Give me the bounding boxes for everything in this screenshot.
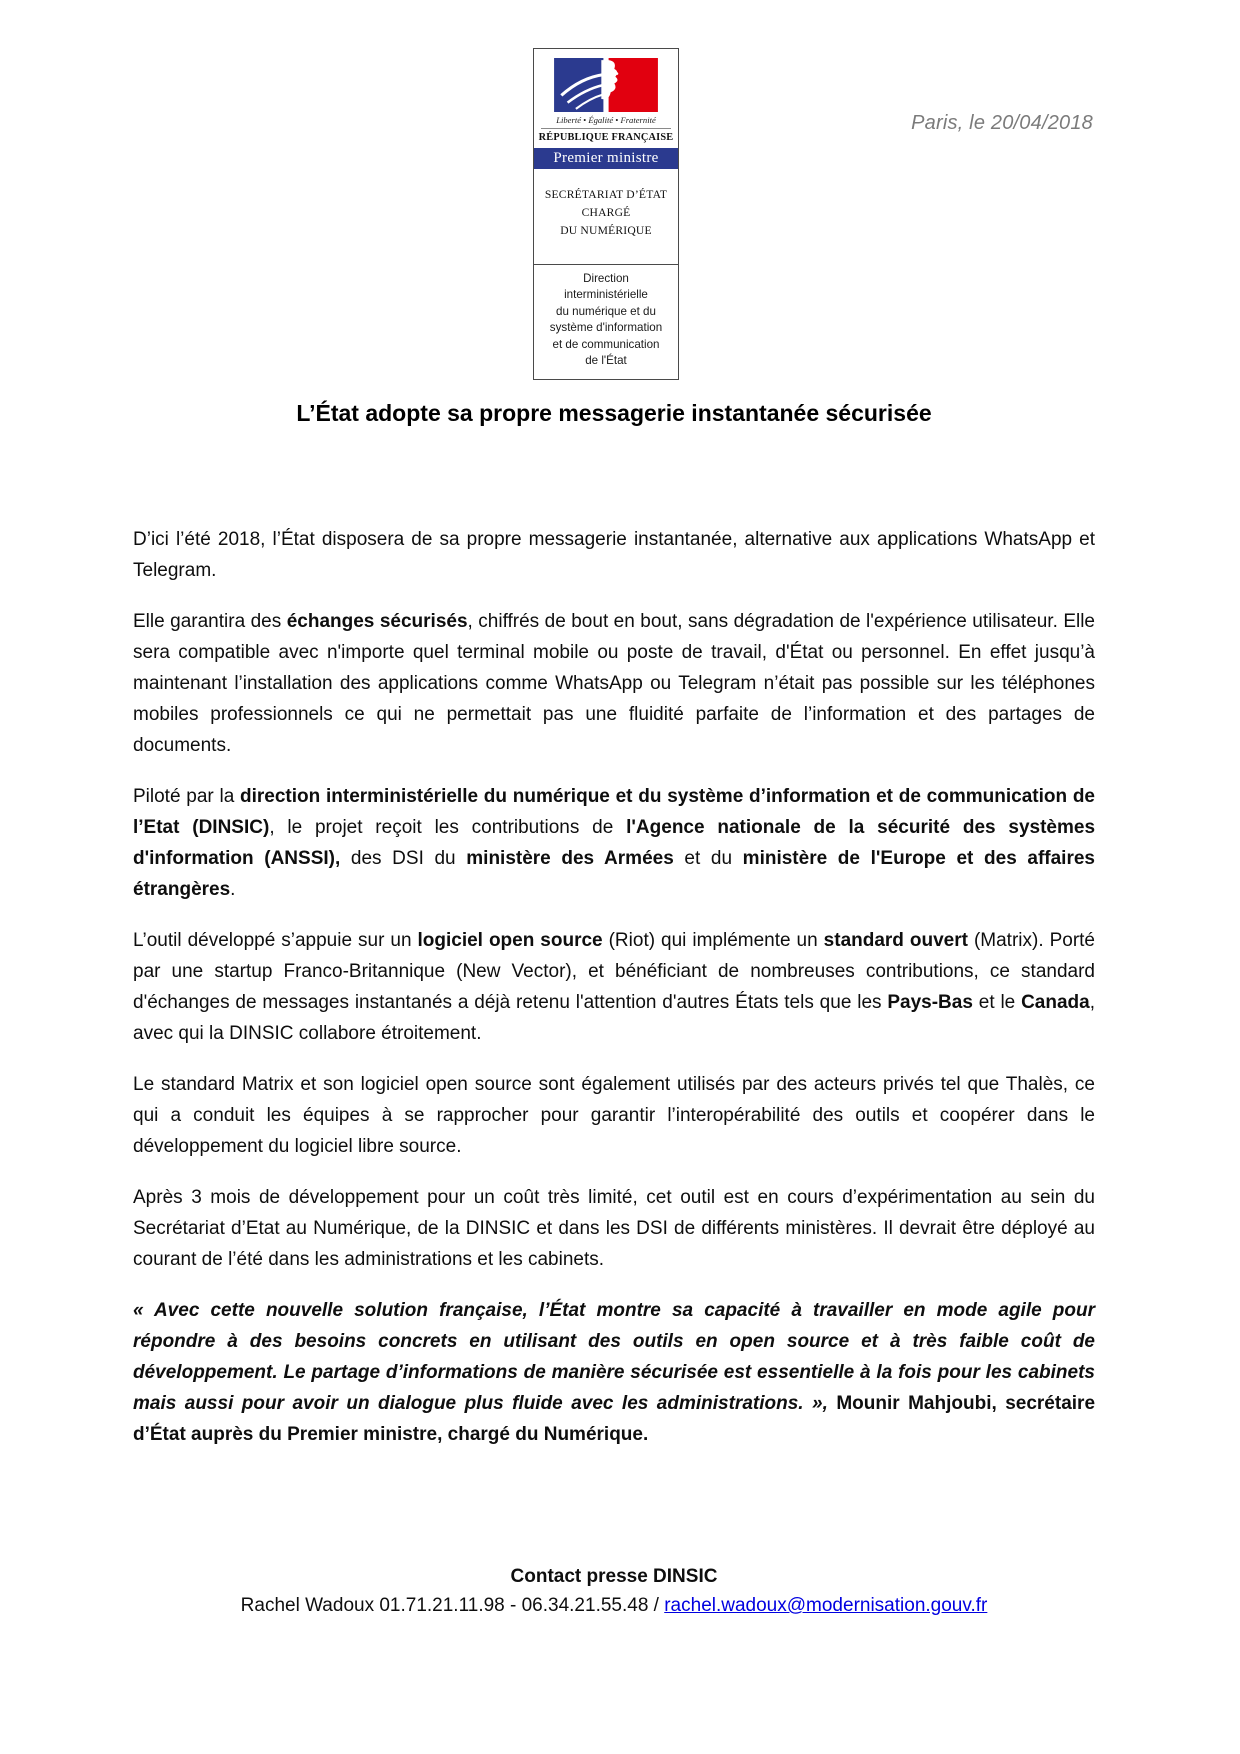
secretariat-line: CHARGÉ xyxy=(581,205,631,219)
direction-label xyxy=(534,264,678,379)
direction-line: et de communication xyxy=(552,337,660,351)
contact-line xyxy=(133,1595,1095,1617)
press-contact-footer xyxy=(133,1566,1095,1617)
paragraph-guarantees: Elle garantira des échanges sécurisés, chiffrés de bout en bout, sans dégradation de l'expérience utilisateur. Elle sera compatible avec n'importe quel terminal mobile ou poste de travail, d'État ou personnel. En effet jusqu’à maintenant l’installation des applications comme WhatsApp ou Telegram n’était pas possible sur les téléphones mobiles professionnels ce qui ne permettait pas une fluidité parfaite de l’information et des partages de documents. xyxy=(133,611,1095,756)
french-flag-marianne-icon xyxy=(554,58,658,112)
paragraph-intro: D’ici l’été 2018, l’État disposera de sa propre messagerie instantanée, alternative aux applications WhatsApp et Telegram. xyxy=(133,529,1095,581)
paragraph-open-source: L’outil développé s’appuie sur un logiciel open source (Riot) qui implémente un standard ouvert (Matrix). Porté par une startup Franco-Britannique (New Vector), et bénéficiant de nombreuses contributions, ce standard d'échanges de messages instantanés a déjà retenu l'attention d'autres États tels que les Pays-Bas et le Canada, avec qui la DINSIC collabore étroitement. xyxy=(133,930,1095,1044)
marianne-logo-section xyxy=(534,49,678,148)
direction-line: de l'État xyxy=(585,354,627,368)
secretariat-line: DU NUMÉRIQUE xyxy=(560,223,652,237)
paragraph-quote: « Avec cette nouvelle solution française, l’État montre sa capacité à travailler en mode agile pour répondre à des besoins concrets en utilisant des outils en open source et à très faible coût de développement. Le partage d’informations de manière sécurisée est essentielle à la fois pour les cabinets mais aussi pour avoir un dialogue plus fluide avec les administrations. », Mounir Mahjoubi, secrétaire d’État auprès du Premier ministre, chargé du Numérique. xyxy=(133,1300,1096,1445)
paragraph-matrix: Le standard Matrix et son logiciel open source sont également utilisés par des acteurs privés tel que Thalès, ce qui a conduit les équipes à se rapprocher pour garantir l’interopérabilité des outils et coopérer dans le développement du logiciel libre source. xyxy=(133,1074,1095,1157)
secretariat-line: SECRÉTARIAT D’ÉTAT xyxy=(544,188,668,201)
paragraph-pilotage: Piloté par la direction interministérielle du numérique et du système d’information et de communication de l’Etat (DINSIC), le projet reçoit les contributions de l'Agence nationale de la sécurité des systèmes d'information (ANSSI), des DSI du ministère des Armées et du ministère de l'Europe et des affaires étrangères. xyxy=(133,786,1096,900)
contact-info: Rachel Wadoux 01.71.21.11.98 - 06.34.21.55.48 / xyxy=(240,1595,665,1616)
premier-ministre-bar: Premier ministre xyxy=(534,148,678,169)
motto-text: Liberté • Égalité • Fraternité xyxy=(541,115,671,129)
direction-line: interministérielle xyxy=(564,288,648,302)
direction-line: Direction xyxy=(583,271,629,285)
secretariat-label xyxy=(534,169,678,264)
government-logo-block xyxy=(533,48,679,380)
direction-line: système d'information xyxy=(549,321,663,335)
contact-email-link[interactable]: rachel.wadoux@modernisation.gouv.fr xyxy=(664,1595,988,1616)
republique-francaise-text: RÉPUBLIQUE FRANÇAISE xyxy=(538,132,674,143)
contact-title: Contact presse DINSIC xyxy=(510,1566,718,1587)
paragraph-deploiement: Après 3 mois de développement pour un coût très limité, cet outil est en cours d’expérimentation au sein du Secrétariat d’Etat au Numérique, de la DINSIC et dans les DSI de différents ministères. Il devrait être déployé au courant de l’été dans les administrations et les cabinets. xyxy=(133,1187,1095,1270)
dateline: Paris, le 20/04/2018 xyxy=(911,112,1093,134)
page-title: L’État adopte sa propre messagerie instantanée sécurisée xyxy=(296,400,932,426)
direction-line: du numérique et du xyxy=(556,304,656,318)
document-body xyxy=(133,524,1095,1470)
